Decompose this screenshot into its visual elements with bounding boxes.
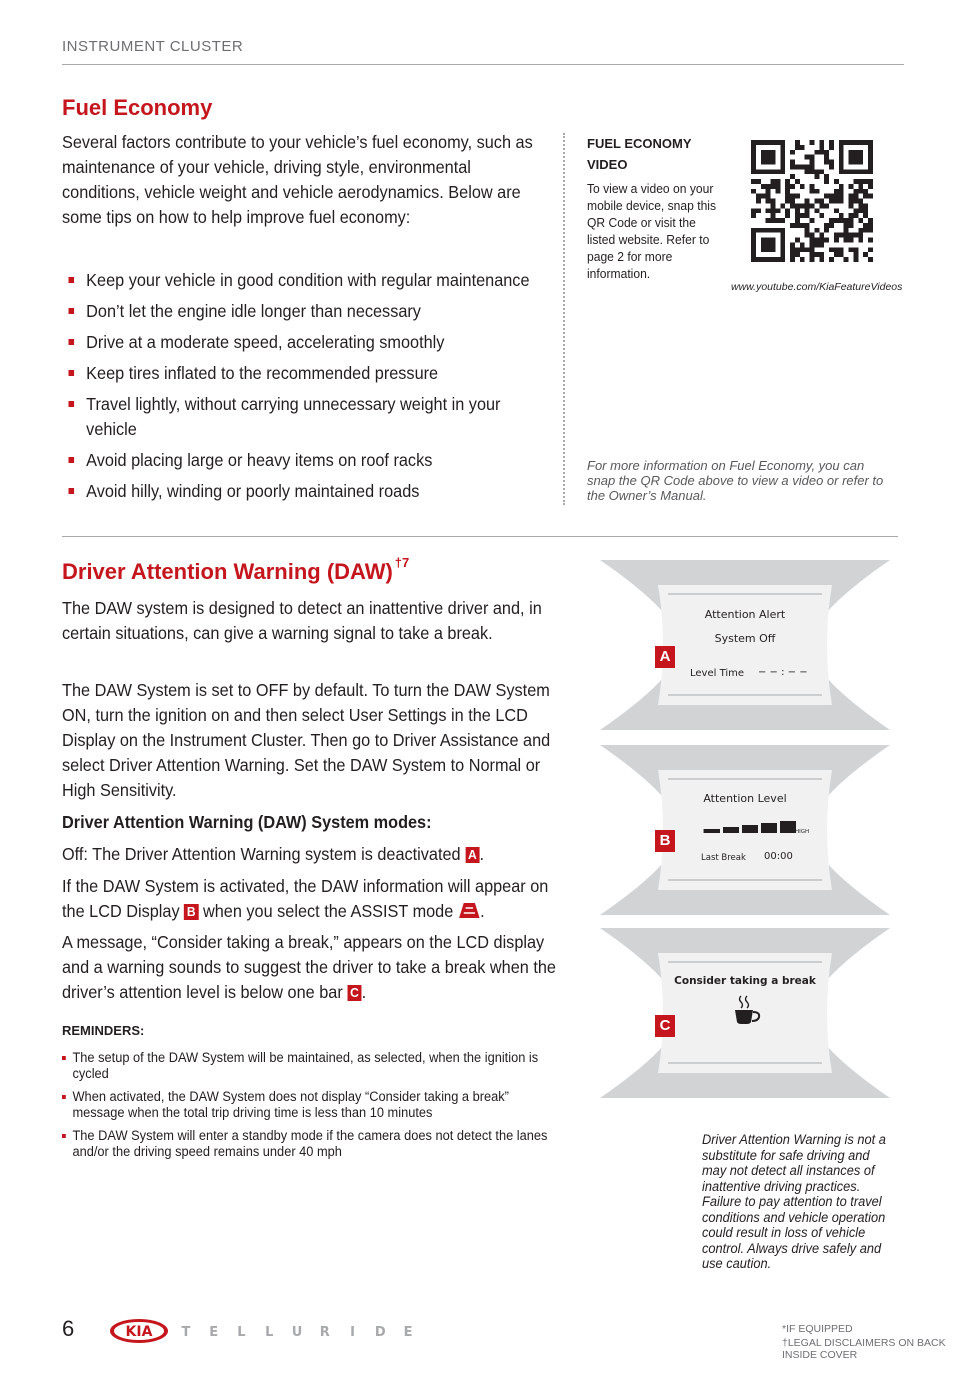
page-number: 6 [62, 1316, 75, 1341]
display-a-status: System Off [714, 632, 776, 645]
daw-mode-active [62, 874, 564, 924]
daw-paragraph-2: The DAW System is set to OFF by default. To turn the DAW System ON, turn the ignition on and then select User Settings in the LCD Display on the Instrument Cluster. Then go to Driver Assistance and select Driver Attention Warning. Set the DAW System to Normal or High Sensitivity. [62, 680, 551, 800]
attention-level-bar [723, 827, 739, 833]
attention-level-bar [780, 821, 796, 833]
daw-message-paragraph [62, 930, 564, 1005]
daw-mode-active-text-b: when you select the ASSIST mode [202, 901, 454, 921]
list-item: Don’t let the engine idle longer than necessary [62, 299, 546, 324]
telluride-wordmark [172, 1322, 422, 1340]
display-b-last-break-label: Last Break [701, 853, 746, 863]
daw-heading [62, 555, 410, 585]
display-tag-a: A [655, 646, 675, 668]
display-b-title: Attention Level [703, 792, 787, 805]
marker-c: C [347, 985, 361, 1001]
list-item: Avoid hilly, winding or poorly maintained roads [62, 479, 546, 504]
qr-code-icon[interactable] [751, 140, 873, 262]
wordmark-letter: E [209, 1325, 219, 1340]
display-tag-b: B [655, 830, 675, 852]
fuel-economy-heading: Fuel Economy [62, 95, 213, 120]
reminders-list [62, 1050, 556, 1167]
list-item: Drive at a moderate speed, accelerating smoothly [62, 330, 546, 355]
daw-safety-note: Driver Attention Warning is not a substitute for safe driving and may not detect all instances of inattentive driving practices. Failure to pay attention to travel conditions and vehicle operation could result in loss of vehicle control. Always drive safely and use caution. [702, 1132, 886, 1271]
lcd-frame-a [600, 560, 890, 730]
display-a-level-label: Level Time [690, 668, 745, 679]
sidebar-divider [563, 133, 565, 505]
lcd-display-c [600, 928, 890, 1098]
video-url-link[interactable]: www.youtube.com/KiaFeatureVideos [731, 281, 903, 293]
wordmark-letter: E [403, 1325, 413, 1340]
list-item: The setup of the DAW System will be maintained, as selected, when the ignition is cycled [62, 1050, 556, 1082]
daw-heading-text: Driver Attention Warning (DAW) [62, 559, 393, 584]
daw-mode-active-text-a: If the DAW System is activated, the DAW information will appear on the LCD Display [62, 876, 549, 921]
fuel-economy-intro: Several factors contribute to your vehicle’s fuel economy, such as maintenance of your vehicle, driving style, environmental conditions, vehicle weight and vehicle aerodynamics. Below are some tips on how to help improve fuel economy: [62, 132, 533, 227]
fuel-economy-note: For more information on Fuel Economy, you can snap the QR Code above to view a video or refer to the Owner’s Manual. [587, 458, 884, 503]
lcd-display-b [600, 745, 890, 915]
display-b-low-label: LOW [703, 829, 716, 835]
period: . [361, 982, 367, 1002]
list-item: Avoid placing large or heavy items on roof racks [62, 448, 546, 473]
section-label: INSTRUMENT CLUSTER [62, 38, 244, 55]
assist-mode-icon [458, 902, 480, 919]
svg-text:KIA: KIA [125, 1324, 153, 1340]
wordmark-letter: T [181, 1325, 191, 1340]
daw-paragraph-1: The DAW system is designed to detect an inattentive driver and, in certain situations, can give a warning signal to take a break. [62, 598, 542, 643]
display-a-title: Attention Alert [704, 608, 786, 621]
display-b-high-label: HIGH [795, 829, 810, 835]
period: . [480, 901, 485, 921]
daw-modes-heading: Driver Attention Warning (DAW) System modes: [62, 812, 432, 832]
coffee-cup-icon [732, 994, 762, 1026]
display-b-last-break-value: 00:00 [764, 851, 793, 862]
list-item: Travel lightly, without carrying unnecessary weight in your vehicle [62, 392, 546, 442]
display-tag-c: C [655, 1015, 675, 1037]
header-divider [62, 64, 904, 65]
kia-logo-icon [108, 1317, 170, 1345]
reminders-heading: REMINDERS: [62, 1023, 145, 1038]
wordmark-letter: D [374, 1325, 386, 1340]
marker-b: B [184, 904, 198, 920]
lcd-frame-b [600, 745, 890, 915]
video-description: To view a video on your mobile device, snap this QR Code or visit the listed website. Refer to page 2 for more information. [587, 181, 717, 281]
wordmark-letter: L [265, 1325, 274, 1340]
wordmark-letter: U [291, 1325, 303, 1340]
display-c-message: Consider taking a break [674, 975, 816, 987]
daw-mode-off [62, 842, 564, 867]
list-item: Keep your vehicle in good condition with regular maintenance [62, 268, 546, 293]
video-title: FUEL ECONOMY VIDEO [587, 136, 692, 172]
footer-if-equipped: *IF EQUIPPED [782, 1323, 853, 1335]
daw-heading-superscript: †7 [394, 555, 410, 570]
daw-mode-off-text: Off: The Driver Attention Warning system is deactivated [62, 844, 461, 864]
period: . [479, 844, 485, 864]
list-item: When activated, the DAW System does not display “Consider taking a break” message when the total trip driving time is less than 10 minutes [62, 1089, 556, 1121]
wordmark-letter: R [319, 1325, 330, 1340]
attention-level-bar [761, 823, 777, 833]
attention-level-bar [742, 825, 758, 833]
daw-message-text: A message, “Consider taking a break,” appears on the LCD display and a warning sounds to suggest the driver to take a break when the driver’s attention level is below one bar [62, 932, 556, 1002]
display-a-level-value: − − : − − [758, 667, 808, 678]
marker-a: A [465, 847, 479, 863]
fuel-economy-tips [62, 268, 546, 510]
lcd-display-a [600, 560, 890, 730]
list-item: Keep tires inflated to the recommended pressure [62, 361, 546, 386]
section-divider [62, 536, 898, 537]
footer-legal-disclaimer: †LEGAL DISCLAIMERS ON BACK INSIDE COVER [782, 1337, 946, 1361]
wordmark-letter: I [350, 1325, 355, 1340]
wordmark-letter: L [237, 1325, 246, 1340]
list-item: The DAW System will enter a standby mode if the camera does not detect the lanes and/or the driving speed remains under 40 mph [62, 1128, 556, 1160]
